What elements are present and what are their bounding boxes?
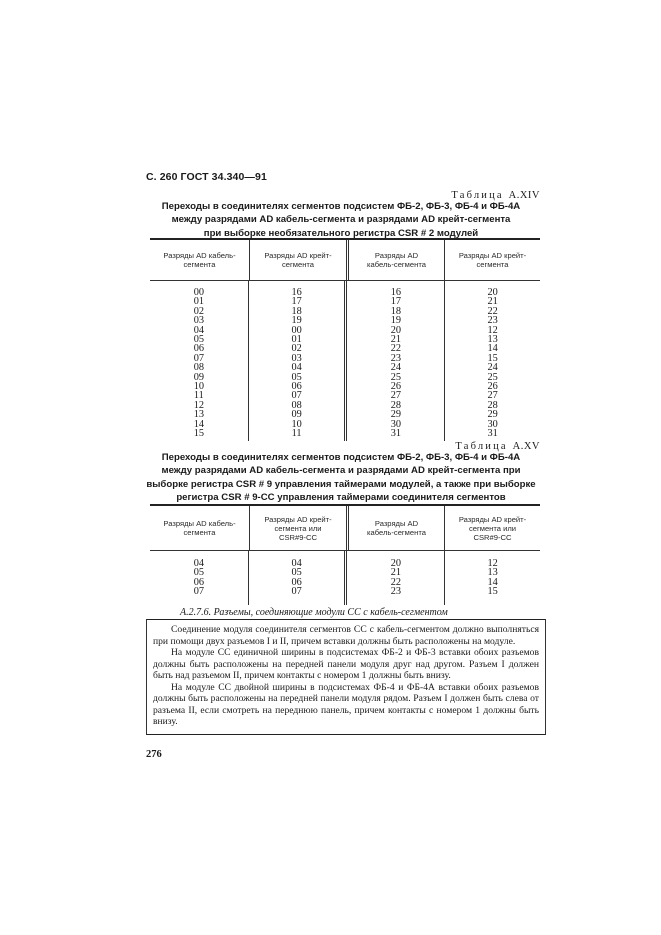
table-a14-col-2 — [248, 281, 345, 441]
caption-line: между разрядами AD кабель-сегмента и разрядами AD крейт-сегмента при — [161, 465, 521, 477]
table-cell: 21 — [487, 296, 498, 308]
table-cell: 23 — [390, 352, 401, 364]
table-cell: 27 — [487, 390, 498, 402]
caption-line: при выборке необязательного регистра CSR # 2 модулей — [203, 227, 479, 239]
table-a14-number: A.XIV — [508, 190, 540, 201]
column-header: Разряды AD кабель-сегмента — [163, 251, 236, 269]
table-cell: 21 — [390, 567, 401, 579]
table-cell: 19 — [291, 315, 302, 327]
table-cell: 31 — [487, 428, 498, 440]
paragraph: На модуле СС единичной ширины в подсистемах ФБ-2 и ФБ-3 вставки обоих разъемов должны быть расположены на передней панели модуля друг над другом. Разъем I должен быть над разъемом II, причем контакты с номером 1 должны быть внизу. — [153, 647, 539, 681]
table-cell: 08 — [193, 362, 205, 374]
caption-line: Переходы в соединителях сегментов подсистем ФБ-2, ФБ-3, ФБ-4 и ФБ-4А — [161, 201, 521, 212]
table-cell: 02 — [193, 305, 205, 317]
caption-line: регистра CSR # 9-СС управления таймерами соединителя сегментов — [176, 491, 506, 503]
table-cell: 22 — [487, 305, 498, 317]
table-cell: 06 — [193, 576, 205, 588]
column-header: Разряды AD крейт-сегмента — [444, 240, 540, 280]
table-cell: 29 — [390, 409, 401, 421]
table-a14-header — [150, 240, 540, 281]
table-cell: 09 — [193, 371, 205, 383]
column-header: Разряды AD крейт-сегмента или CSR#9-СС — [249, 506, 346, 550]
table-cell: 07 — [193, 586, 205, 598]
table-a15-header — [150, 506, 540, 551]
table-cell: 04 — [291, 362, 302, 374]
column-header: Разряды AD кабель-сегмента — [346, 240, 444, 280]
table-a14-body — [150, 281, 540, 441]
column-header: Разряды AD крейт-сегмента — [249, 240, 346, 280]
table-cell: 13 — [487, 567, 498, 579]
table-cell: 04 — [291, 558, 302, 569]
table-a15-col-1 — [150, 551, 248, 605]
table-cell: 23 — [487, 315, 498, 327]
table-cell: 16 — [291, 287, 302, 298]
table-cell: 01 — [193, 296, 205, 308]
table-cell: 08 — [291, 399, 302, 411]
table-cell: 01 — [291, 334, 302, 346]
table-cell: 26 — [487, 381, 498, 393]
table-cell: 13 — [487, 334, 498, 346]
table-cell: 14 — [487, 343, 498, 355]
table-cell: 15 — [487, 586, 498, 598]
column-header: Разряды AD кабель-сегмента — [163, 519, 236, 537]
table-a15-label-word: Таблица — [455, 441, 508, 452]
table-a14-label-word: Таблица — [451, 190, 504, 201]
table-cell: 03 — [291, 352, 302, 364]
table-cell: 06 — [291, 381, 302, 393]
table-cell: 09 — [291, 409, 302, 421]
table-a14-caption — [140, 200, 542, 240]
page-number: 276 — [146, 749, 162, 760]
table-cell: 07 — [291, 390, 302, 402]
table-cell: 22 — [390, 576, 401, 588]
table-cell: 30 — [487, 418, 498, 430]
table-cell: 07 — [193, 352, 205, 364]
table-cell: 24 — [487, 362, 498, 374]
table-cell: 18 — [291, 305, 302, 317]
column-header: Разряды AD кабель-сегмента — [346, 506, 444, 550]
table-cell: 14 — [193, 418, 205, 430]
table-a15-col-2 — [248, 551, 345, 605]
table-cell: 22 — [390, 343, 401, 355]
section-title: A.2.7.6. Разъемы, соединяющие модули СС с кабель-сегментом — [180, 607, 448, 618]
table-cell: 19 — [390, 315, 401, 327]
table-cell: 05 — [193, 334, 205, 346]
table-cell: 30 — [390, 418, 401, 430]
table-cell: 18 — [390, 305, 401, 317]
table-cell: 11 — [291, 428, 302, 440]
table-cell: 06 — [193, 343, 205, 355]
table-cell: 27 — [390, 390, 401, 402]
table-cell: 17 — [291, 296, 302, 308]
table-a14-col-1 — [150, 281, 248, 441]
table-cell: 23 — [390, 586, 401, 598]
table-cell: 04 — [193, 558, 205, 569]
table-cell: 05 — [291, 567, 302, 579]
table-cell: 29 — [487, 409, 498, 421]
table-cell: 20 — [390, 324, 401, 336]
running-title: С. 260 ГОСТ 34.340—91 — [146, 171, 267, 183]
table-a15-body — [150, 551, 540, 605]
table-cell: 21 — [390, 334, 401, 346]
table-cell: 14 — [487, 576, 498, 588]
table-cell: 00 — [291, 324, 302, 336]
table-cell: 17 — [390, 296, 401, 308]
table-cell: 12 — [487, 558, 498, 569]
table-cell: 00 — [193, 287, 205, 298]
paragraph: На модуле СС двойной ширины в подсистемах ФБ-4 и ФБ-4А вставки обоих разъемов должны быть расположены на передней панели модуля рядом. Разъем I должен быть слева от разъема II, если смотреть на переднюю панель, причем контакты с номером 1 должны быть внизу. — [153, 681, 539, 727]
table-a14-col-3 — [344, 281, 444, 441]
table-cell: 28 — [390, 399, 401, 411]
table-cell: 25 — [487, 371, 498, 383]
table-cell: 15 — [193, 428, 205, 440]
table-a14-col-4 — [444, 281, 540, 441]
table-a15-number: A.XV — [512, 441, 540, 452]
caption-line: выборке регистра CSR # 9 управления таймерами модулей, а также при выборке — [146, 478, 536, 490]
table-a15-col-3 — [344, 551, 444, 605]
section-text-box — [146, 619, 546, 735]
table-cell: 11 — [193, 390, 204, 402]
table-cell: 20 — [390, 558, 401, 569]
table-cell: 13 — [193, 409, 205, 421]
table-a15-caption — [140, 451, 542, 504]
table-cell: 25 — [390, 371, 401, 383]
table-cell: 06 — [291, 576, 302, 588]
table-cell: 02 — [291, 343, 302, 355]
table-a14 — [150, 238, 540, 441]
table-cell: 24 — [390, 362, 401, 374]
table-a15-col-4 — [444, 551, 540, 605]
table-cell: 10 — [291, 418, 302, 430]
table-cell: 03 — [193, 315, 205, 327]
table-cell: 28 — [487, 399, 498, 411]
table-cell: 26 — [390, 381, 401, 393]
table-cell: 16 — [390, 287, 401, 298]
caption-line: между разрядами AD кабель-сегмента и разрядами AD крейт-сегмента — [171, 214, 511, 226]
table-cell: 15 — [487, 352, 498, 364]
table-cell: 05 — [291, 371, 302, 383]
table-cell: 04 — [193, 324, 205, 336]
column-header: Разряды AD крейт-сегмента или CSR#9-СС — [444, 506, 540, 550]
table-cell: 12 — [487, 324, 498, 336]
table-cell: 05 — [193, 567, 205, 579]
table-cell: 10 — [193, 381, 205, 393]
table-cell: 20 — [487, 287, 498, 298]
caption-line: Переходы в соединителях сегментов подсистем ФБ-2, ФБ-3, ФБ-4 и ФБ-4А — [161, 452, 521, 463]
paragraph: Соединение модуля соединителя сегментов СС с кабель-сегментом должно выполняться при помощи двух разъемов I и II, причем вставки должны быть расположены на модуле. — [153, 624, 539, 647]
table-cell: 07 — [291, 586, 302, 598]
table-cell: 12 — [193, 399, 205, 411]
table-cell: 31 — [390, 428, 401, 440]
table-a15 — [150, 504, 540, 605]
